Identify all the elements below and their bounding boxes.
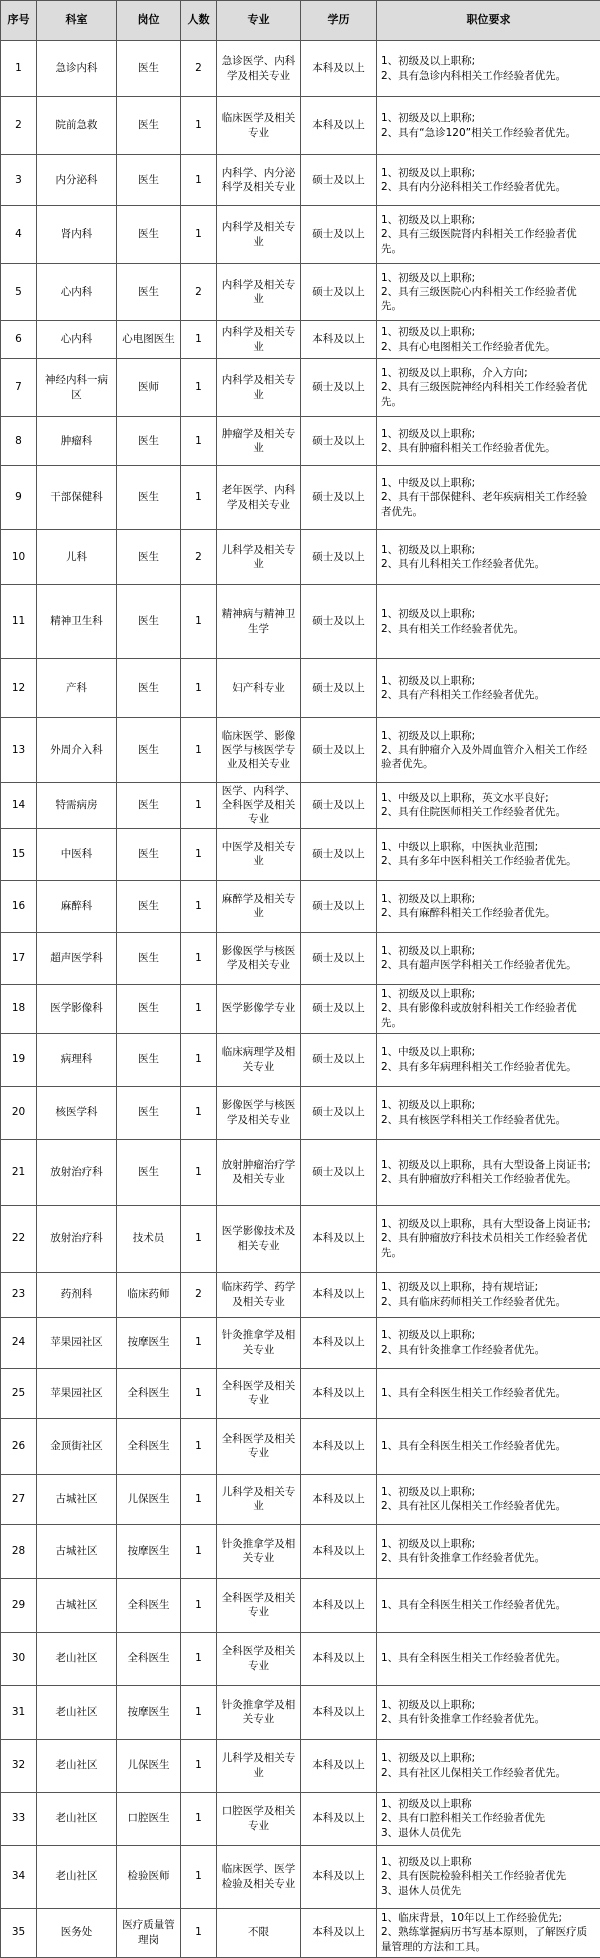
cell-count: 2 [181, 41, 217, 97]
cell-count: 1 [181, 1139, 217, 1205]
table-row [1, 530, 600, 585]
cell-major: 临床医学及相关专业 [217, 97, 301, 155]
table-row [1, 321, 600, 359]
cell-requirements: 1、中级及以上职称; 2、具有多年病理科相关工作经验者优先。 [377, 1033, 600, 1086]
cell-seq: 21 [1, 1139, 37, 1205]
table-row [1, 206, 600, 264]
cell-requirements: 1、初级及以上职称; 2、具有针灸推拿工作经验者优先。 [377, 1317, 600, 1368]
cell-dept: 药剂科 [37, 1272, 117, 1317]
cell-count: 1 [181, 828, 217, 880]
cell-education: 本科及以上 [301, 1845, 377, 1908]
cell-post: 医生 [117, 718, 181, 783]
cell-count: 1 [181, 932, 217, 984]
cell-education: 本科及以上 [301, 1578, 377, 1632]
cell-requirements: 1、具有全科医生相关工作经验者优先。 [377, 1632, 600, 1685]
cell-education: 硕士及以上 [301, 659, 377, 718]
table-row [1, 1632, 600, 1685]
cell-dept: 精神卫生科 [37, 585, 117, 659]
table-row [1, 264, 600, 321]
cell-major: 全科医学及相关专业 [217, 1632, 301, 1685]
cell-dept: 内分泌科 [37, 155, 117, 206]
table-body [1, 41, 600, 1958]
cell-education: 硕士及以上 [301, 1139, 377, 1205]
cell-education: 本科及以上 [301, 1739, 377, 1792]
table-row [1, 1792, 600, 1845]
cell-dept: 超声医学科 [37, 932, 117, 984]
header-major: 专业 [217, 1, 301, 41]
cell-seq: 26 [1, 1418, 37, 1474]
cell-count: 1 [181, 1205, 217, 1272]
cell-seq: 32 [1, 1739, 37, 1792]
cell-education: 硕士及以上 [301, 359, 377, 417]
cell-post: 按摩医生 [117, 1524, 181, 1578]
header-count: 人数 [181, 1, 217, 41]
cell-requirements: 1、初级及以上职称; 2、具有相关工作经验者优先。 [377, 585, 600, 659]
cell-count: 1 [181, 359, 217, 417]
cell-count: 1 [181, 1908, 217, 1957]
cell-post: 医生 [117, 530, 181, 585]
cell-major: 医学影像技术及相关专业 [217, 1205, 301, 1272]
cell-dept: 金顶街社区 [37, 1418, 117, 1474]
cell-major: 内科学及相关专业 [217, 264, 301, 321]
cell-seq: 5 [1, 264, 37, 321]
cell-requirements: 1、初级及以上职称; 2、具有麻醉科相关工作经验者优先。 [377, 880, 600, 932]
table-row [1, 783, 600, 829]
cell-seq: 31 [1, 1685, 37, 1739]
cell-requirements: 1、初级及以上职称; 2、具有超声医学科相关工作经验者优先。 [377, 932, 600, 984]
table-row [1, 880, 600, 932]
cell-dept: 外周介入科 [37, 718, 117, 783]
cell-education: 本科及以上 [301, 97, 377, 155]
table-row [1, 1739, 600, 1792]
table-row [1, 97, 600, 155]
cell-seq: 6 [1, 321, 37, 359]
cell-major: 针灸推拿学及相关专业 [217, 1685, 301, 1739]
cell-major: 老年医学、内科学及相关专业 [217, 466, 301, 530]
cell-count: 1 [181, 1033, 217, 1086]
table-row [1, 466, 600, 530]
table-row [1, 1685, 600, 1739]
cell-count: 1 [181, 659, 217, 718]
cell-education: 本科及以上 [301, 1908, 377, 1957]
cell-education: 硕士及以上 [301, 264, 377, 321]
cell-education: 硕士及以上 [301, 783, 377, 829]
cell-dept: 产科 [37, 659, 117, 718]
cell-requirements: 1、初级及以上职称，介入方向; 2、具有三级医院神经内科相关工作经验者优先。 [377, 359, 600, 417]
cell-dept: 急诊内科 [37, 41, 117, 97]
cell-post: 医生 [117, 417, 181, 466]
cell-major: 全科医学及相关专业 [217, 1418, 301, 1474]
cell-post: 医生 [117, 206, 181, 264]
cell-dept: 放射治疗科 [37, 1139, 117, 1205]
cell-requirements: 1、初级及以上职称; 2、具有急诊内科相关工作经验者优先。 [377, 41, 600, 97]
cell-education: 本科及以上 [301, 1632, 377, 1685]
cell-seq: 24 [1, 1317, 37, 1368]
cell-count: 1 [181, 1792, 217, 1845]
cell-post: 医生 [117, 466, 181, 530]
cell-post: 儿保医生 [117, 1474, 181, 1524]
cell-seq: 16 [1, 880, 37, 932]
cell-requirements: 1、初级及以上职称; 2、具有产科相关工作经验者优先。 [377, 659, 600, 718]
cell-major: 临床医学、影像医学与核医学专业及相关专业 [217, 718, 301, 783]
cell-post: 医生 [117, 880, 181, 932]
table-row [1, 1524, 600, 1578]
cell-education: 本科及以上 [301, 1317, 377, 1368]
cell-major: 内科学及相关专业 [217, 359, 301, 417]
cell-post: 医生 [117, 1033, 181, 1086]
cell-seq: 15 [1, 828, 37, 880]
cell-seq: 34 [1, 1845, 37, 1908]
header-requirements: 职位要求 [377, 1, 600, 41]
cell-requirements: 1、初级及以上职称; 2、具有内分泌科相关工作经验者优先。 [377, 155, 600, 206]
cell-count: 1 [181, 321, 217, 359]
cell-count: 1 [181, 1739, 217, 1792]
table-row [1, 1139, 600, 1205]
cell-count: 1 [181, 155, 217, 206]
cell-seq: 9 [1, 466, 37, 530]
cell-requirements: 1、初级及以上职称; 2、具有针灸推拿工作经验者优先。 [377, 1685, 600, 1739]
table-row [1, 659, 600, 718]
cell-education: 本科及以上 [301, 1272, 377, 1317]
cell-count: 1 [181, 97, 217, 155]
cell-post: 医生 [117, 984, 181, 1033]
cell-requirements: 1、初级及以上职称; 2、具有肿瘤介入及外周血管介入相关工作经验者优先。 [377, 718, 600, 783]
cell-dept: 医学影像科 [37, 984, 117, 1033]
table-row [1, 932, 600, 984]
cell-major: 儿科学及相关专业 [217, 1474, 301, 1524]
cell-seq: 30 [1, 1632, 37, 1685]
cell-dept: 神经内科一病区 [37, 359, 117, 417]
cell-requirements: 1、临床背景，10年以上工作经验优先; 2、熟练掌握病历书写基本原则，了解医疗质量管理的方法和工具。 [377, 1908, 600, 1957]
cell-post: 临床药师 [117, 1272, 181, 1317]
cell-count: 1 [181, 1368, 217, 1418]
cell-post: 医生 [117, 659, 181, 718]
cell-count: 1 [181, 585, 217, 659]
cell-seq: 29 [1, 1578, 37, 1632]
table-row [1, 1578, 600, 1632]
cell-major: 不限 [217, 1908, 301, 1957]
cell-education: 本科及以上 [301, 321, 377, 359]
cell-dept: 病理科 [37, 1033, 117, 1086]
cell-count: 1 [181, 466, 217, 530]
cell-dept: 肾内科 [37, 206, 117, 264]
cell-count: 1 [181, 1632, 217, 1685]
cell-count: 1 [181, 1578, 217, 1632]
cell-major: 中医学及相关专业 [217, 828, 301, 880]
cell-education: 硕士及以上 [301, 530, 377, 585]
table-row [1, 155, 600, 206]
cell-post: 医生 [117, 1139, 181, 1205]
cell-post: 医师 [117, 359, 181, 417]
cell-seq: 22 [1, 1205, 37, 1272]
cell-requirements: 1、初级及以上职称，具有大型设备上岗证书; 2、具有肿瘤放疗科技术员相关工作经验者优先。 [377, 1205, 600, 1272]
cell-education: 硕士及以上 [301, 1033, 377, 1086]
cell-major: 麻醉学及相关专业 [217, 880, 301, 932]
cell-post: 按摩医生 [117, 1685, 181, 1739]
cell-major: 全科医学及相关专业 [217, 1368, 301, 1418]
cell-major: 医学、内科学、全科医学及相关专业 [217, 783, 301, 829]
table-row [1, 417, 600, 466]
cell-count: 1 [181, 1317, 217, 1368]
cell-count: 1 [181, 783, 217, 829]
cell-post: 儿保医生 [117, 1739, 181, 1792]
cell-major: 妇产科专业 [217, 659, 301, 718]
table-row [1, 718, 600, 783]
cell-post: 医生 [117, 155, 181, 206]
table-row [1, 41, 600, 97]
cell-post: 医生 [117, 41, 181, 97]
cell-post: 医生 [117, 932, 181, 984]
cell-post: 医疗质量管理岗 [117, 1908, 181, 1957]
cell-dept: 麻醉科 [37, 880, 117, 932]
cell-dept: 干部保健科 [37, 466, 117, 530]
cell-seq: 17 [1, 932, 37, 984]
cell-education: 本科及以上 [301, 1474, 377, 1524]
table-row [1, 828, 600, 880]
cell-major: 急诊医学、内科学及相关专业 [217, 41, 301, 97]
cell-count: 1 [181, 1418, 217, 1474]
cell-count: 1 [181, 880, 217, 932]
cell-dept: 老山社区 [37, 1845, 117, 1908]
cell-seq: 35 [1, 1908, 37, 1957]
cell-dept: 核医学科 [37, 1086, 117, 1139]
cell-dept: 肿瘤科 [37, 417, 117, 466]
cell-count: 2 [181, 1272, 217, 1317]
cell-requirements: 1、初级及以上职称; 2、具有社区儿保相关工作经验者优先。 [377, 1474, 600, 1524]
cell-major: 医学影像学专业 [217, 984, 301, 1033]
cell-post: 口腔医生 [117, 1792, 181, 1845]
cell-education: 硕士及以上 [301, 984, 377, 1033]
cell-seq: 4 [1, 206, 37, 264]
cell-dept: 古城社区 [37, 1474, 117, 1524]
cell-dept: 老山社区 [37, 1632, 117, 1685]
cell-post: 医生 [117, 828, 181, 880]
cell-seq: 18 [1, 984, 37, 1033]
cell-dept: 医务处 [37, 1908, 117, 1957]
table-row [1, 1033, 600, 1086]
cell-seq: 7 [1, 359, 37, 417]
cell-post: 心电图医生 [117, 321, 181, 359]
cell-seq: 14 [1, 783, 37, 829]
cell-education: 本科及以上 [301, 1418, 377, 1474]
cell-requirements: 1、初级及以上职称; 2、具有三级医院心内科相关工作经验者优先。 [377, 264, 600, 321]
cell-post: 全科医生 [117, 1418, 181, 1474]
cell-count: 1 [181, 417, 217, 466]
cell-seq: 23 [1, 1272, 37, 1317]
cell-count: 1 [181, 1474, 217, 1524]
cell-education: 硕士及以上 [301, 206, 377, 264]
header-post: 岗位 [117, 1, 181, 41]
cell-education: 本科及以上 [301, 1205, 377, 1272]
table-row [1, 1845, 600, 1908]
cell-seq: 2 [1, 97, 37, 155]
cell-dept: 老山社区 [37, 1792, 117, 1845]
cell-major: 临床药学、药学及相关专业 [217, 1272, 301, 1317]
cell-education: 本科及以上 [301, 41, 377, 97]
cell-major: 影像医学与核医学及相关专业 [217, 932, 301, 984]
cell-seq: 33 [1, 1792, 37, 1845]
cell-education: 本科及以上 [301, 1685, 377, 1739]
cell-post: 医生 [117, 1086, 181, 1139]
cell-requirements: 1、初级及以上职称; 2、具有心电图相关工作经验者优先。 [377, 321, 600, 359]
cell-seq: 1 [1, 41, 37, 97]
cell-dept: 心内科 [37, 321, 117, 359]
cell-seq: 8 [1, 417, 37, 466]
cell-dept: 老山社区 [37, 1685, 117, 1739]
cell-post: 按摩医生 [117, 1317, 181, 1368]
cell-count: 1 [181, 1086, 217, 1139]
table-row [1, 585, 600, 659]
cell-major: 儿科学及相关专业 [217, 530, 301, 585]
cell-education: 本科及以上 [301, 1792, 377, 1845]
header-row [1, 1, 600, 41]
cell-requirements: 1、初级及以上职称; 2、具有“急诊120”相关工作经验者优先。 [377, 97, 600, 155]
cell-post: 全科医生 [117, 1632, 181, 1685]
table-row [1, 1908, 600, 1957]
cell-dept: 老山社区 [37, 1739, 117, 1792]
cell-dept: 院前急救 [37, 97, 117, 155]
table-row [1, 1368, 600, 1418]
cell-requirements: 1、初级及以上职称; 2、具有三级医院肾内科相关工作经验者优先。 [377, 206, 600, 264]
cell-seq: 10 [1, 530, 37, 585]
table-row [1, 1086, 600, 1139]
cell-requirements: 1、初级及以上职称 2、具有口腔科相关工作经验者优先 3、退休人员优先 [377, 1792, 600, 1845]
cell-post: 检验医师 [117, 1845, 181, 1908]
cell-seq: 12 [1, 659, 37, 718]
cell-count: 1 [181, 984, 217, 1033]
cell-dept: 中医科 [37, 828, 117, 880]
cell-count: 1 [181, 718, 217, 783]
header-education: 学历 [301, 1, 377, 41]
cell-major: 肿瘤学及相关专业 [217, 417, 301, 466]
table-row [1, 359, 600, 417]
cell-requirements: 1、初级及以上职称; 2、具有核医学科相关工作经验者优先。 [377, 1086, 600, 1139]
cell-major: 全科医学及相关专业 [217, 1578, 301, 1632]
cell-major: 内科学及相关专业 [217, 321, 301, 359]
cell-major: 内科学及相关专业 [217, 206, 301, 264]
cell-dept: 儿科 [37, 530, 117, 585]
cell-major: 儿科学及相关专业 [217, 1739, 301, 1792]
cell-post: 医生 [117, 783, 181, 829]
cell-major: 内科学、内分泌科学及相关专业 [217, 155, 301, 206]
cell-post: 医生 [117, 264, 181, 321]
cell-requirements: 1、中级以上职称，中医执业范围; 2、具有多年中医科相关工作经验者优先。 [377, 828, 600, 880]
cell-education: 本科及以上 [301, 1524, 377, 1578]
table-row [1, 984, 600, 1033]
cell-dept: 古城社区 [37, 1578, 117, 1632]
header-seq: 序号 [1, 1, 37, 41]
cell-requirements: 1、初级及以上职称; 2、具有影像科或放射科相关工作经验者优先。 [377, 984, 600, 1033]
cell-requirements: 1、具有全科医生相关工作经验者优先。 [377, 1368, 600, 1418]
cell-requirements: 1、中级及以上职称; 2、具有干部保健科、老年疾病相关工作经验者优先。 [377, 466, 600, 530]
cell-seq: 27 [1, 1474, 37, 1524]
cell-major: 针灸推拿学及相关专业 [217, 1524, 301, 1578]
cell-requirements: 1、初级及以上职称，持有规培证; 2、具有临床药师相关工作经验者优先。 [377, 1272, 600, 1317]
cell-dept: 苹果园社区 [37, 1317, 117, 1368]
cell-education: 硕士及以上 [301, 1086, 377, 1139]
cell-major: 临床病理学及相关专业 [217, 1033, 301, 1086]
cell-count: 2 [181, 530, 217, 585]
cell-post: 技术员 [117, 1205, 181, 1272]
cell-requirements: 1、初级及以上职称; 2、具有社区儿保相关工作经验者优先。 [377, 1739, 600, 1792]
cell-seq: 13 [1, 718, 37, 783]
cell-dept: 心内科 [37, 264, 117, 321]
cell-count: 1 [181, 206, 217, 264]
cell-post: 医生 [117, 585, 181, 659]
header-dept: 科室 [37, 1, 117, 41]
cell-requirements: 1、中级及以上职称，英文水平良好; 2、具有住院医师相关工作经验者优先。 [377, 783, 600, 829]
cell-count: 1 [181, 1524, 217, 1578]
cell-education: 硕士及以上 [301, 466, 377, 530]
cell-education: 硕士及以上 [301, 155, 377, 206]
cell-dept: 放射治疗科 [37, 1205, 117, 1272]
cell-post: 全科医生 [117, 1578, 181, 1632]
cell-post: 全科医生 [117, 1368, 181, 1418]
cell-requirements: 1、初级及以上职称 2、具有医院检验科相关工作经验者优先 3、退休人员优先 [377, 1845, 600, 1908]
table-row [1, 1317, 600, 1368]
cell-education: 硕士及以上 [301, 880, 377, 932]
cell-education: 硕士及以上 [301, 417, 377, 466]
cell-education: 硕士及以上 [301, 718, 377, 783]
table-row [1, 1418, 600, 1474]
cell-requirements: 1、初级及以上职称，具有大型设备上岗证书; 2、具有肿瘤放疗科相关工作经验者优先。 [377, 1139, 600, 1205]
cell-requirements: 1、初级及以上职称; 2、具有肿瘤科相关工作经验者优先。 [377, 417, 600, 466]
cell-requirements: 1、初级及以上职称; 2、具有儿科相关工作经验者优先。 [377, 530, 600, 585]
cell-major: 放射肿瘤治疗学及相关专业 [217, 1139, 301, 1205]
cell-major: 临床医学、医学检验及相关专业 [217, 1845, 301, 1908]
cell-education: 硕士及以上 [301, 932, 377, 984]
cell-major: 口腔医学及相关专业 [217, 1792, 301, 1845]
cell-seq: 20 [1, 1086, 37, 1139]
table-row [1, 1474, 600, 1524]
cell-major: 影像医学与核医学及相关专业 [217, 1086, 301, 1139]
cell-major: 精神病与精神卫生学 [217, 585, 301, 659]
cell-seq: 19 [1, 1033, 37, 1086]
cell-seq: 28 [1, 1524, 37, 1578]
cell-requirements: 1、具有全科医生相关工作经验者优先。 [377, 1418, 600, 1474]
table-row [1, 1272, 600, 1317]
cell-dept: 特需病房 [37, 783, 117, 829]
cell-dept: 古城社区 [37, 1524, 117, 1578]
cell-major: 针灸推拿学及相关专业 [217, 1317, 301, 1368]
cell-requirements: 1、初级及以上职称; 2、具有针灸推拿工作经验者优先。 [377, 1524, 600, 1578]
cell-requirements: 1、具有全科医生相关工作经验者优先。 [377, 1578, 600, 1632]
cell-education: 硕士及以上 [301, 585, 377, 659]
cell-seq: 25 [1, 1368, 37, 1418]
cell-dept: 苹果园社区 [37, 1368, 117, 1418]
cell-education: 硕士及以上 [301, 828, 377, 880]
cell-seq: 11 [1, 585, 37, 659]
cell-count: 1 [181, 1845, 217, 1908]
cell-seq: 3 [1, 155, 37, 206]
cell-count: 2 [181, 264, 217, 321]
cell-count: 1 [181, 1685, 217, 1739]
table-row [1, 1205, 600, 1272]
cell-education: 本科及以上 [301, 1368, 377, 1418]
cell-post: 医生 [117, 97, 181, 155]
